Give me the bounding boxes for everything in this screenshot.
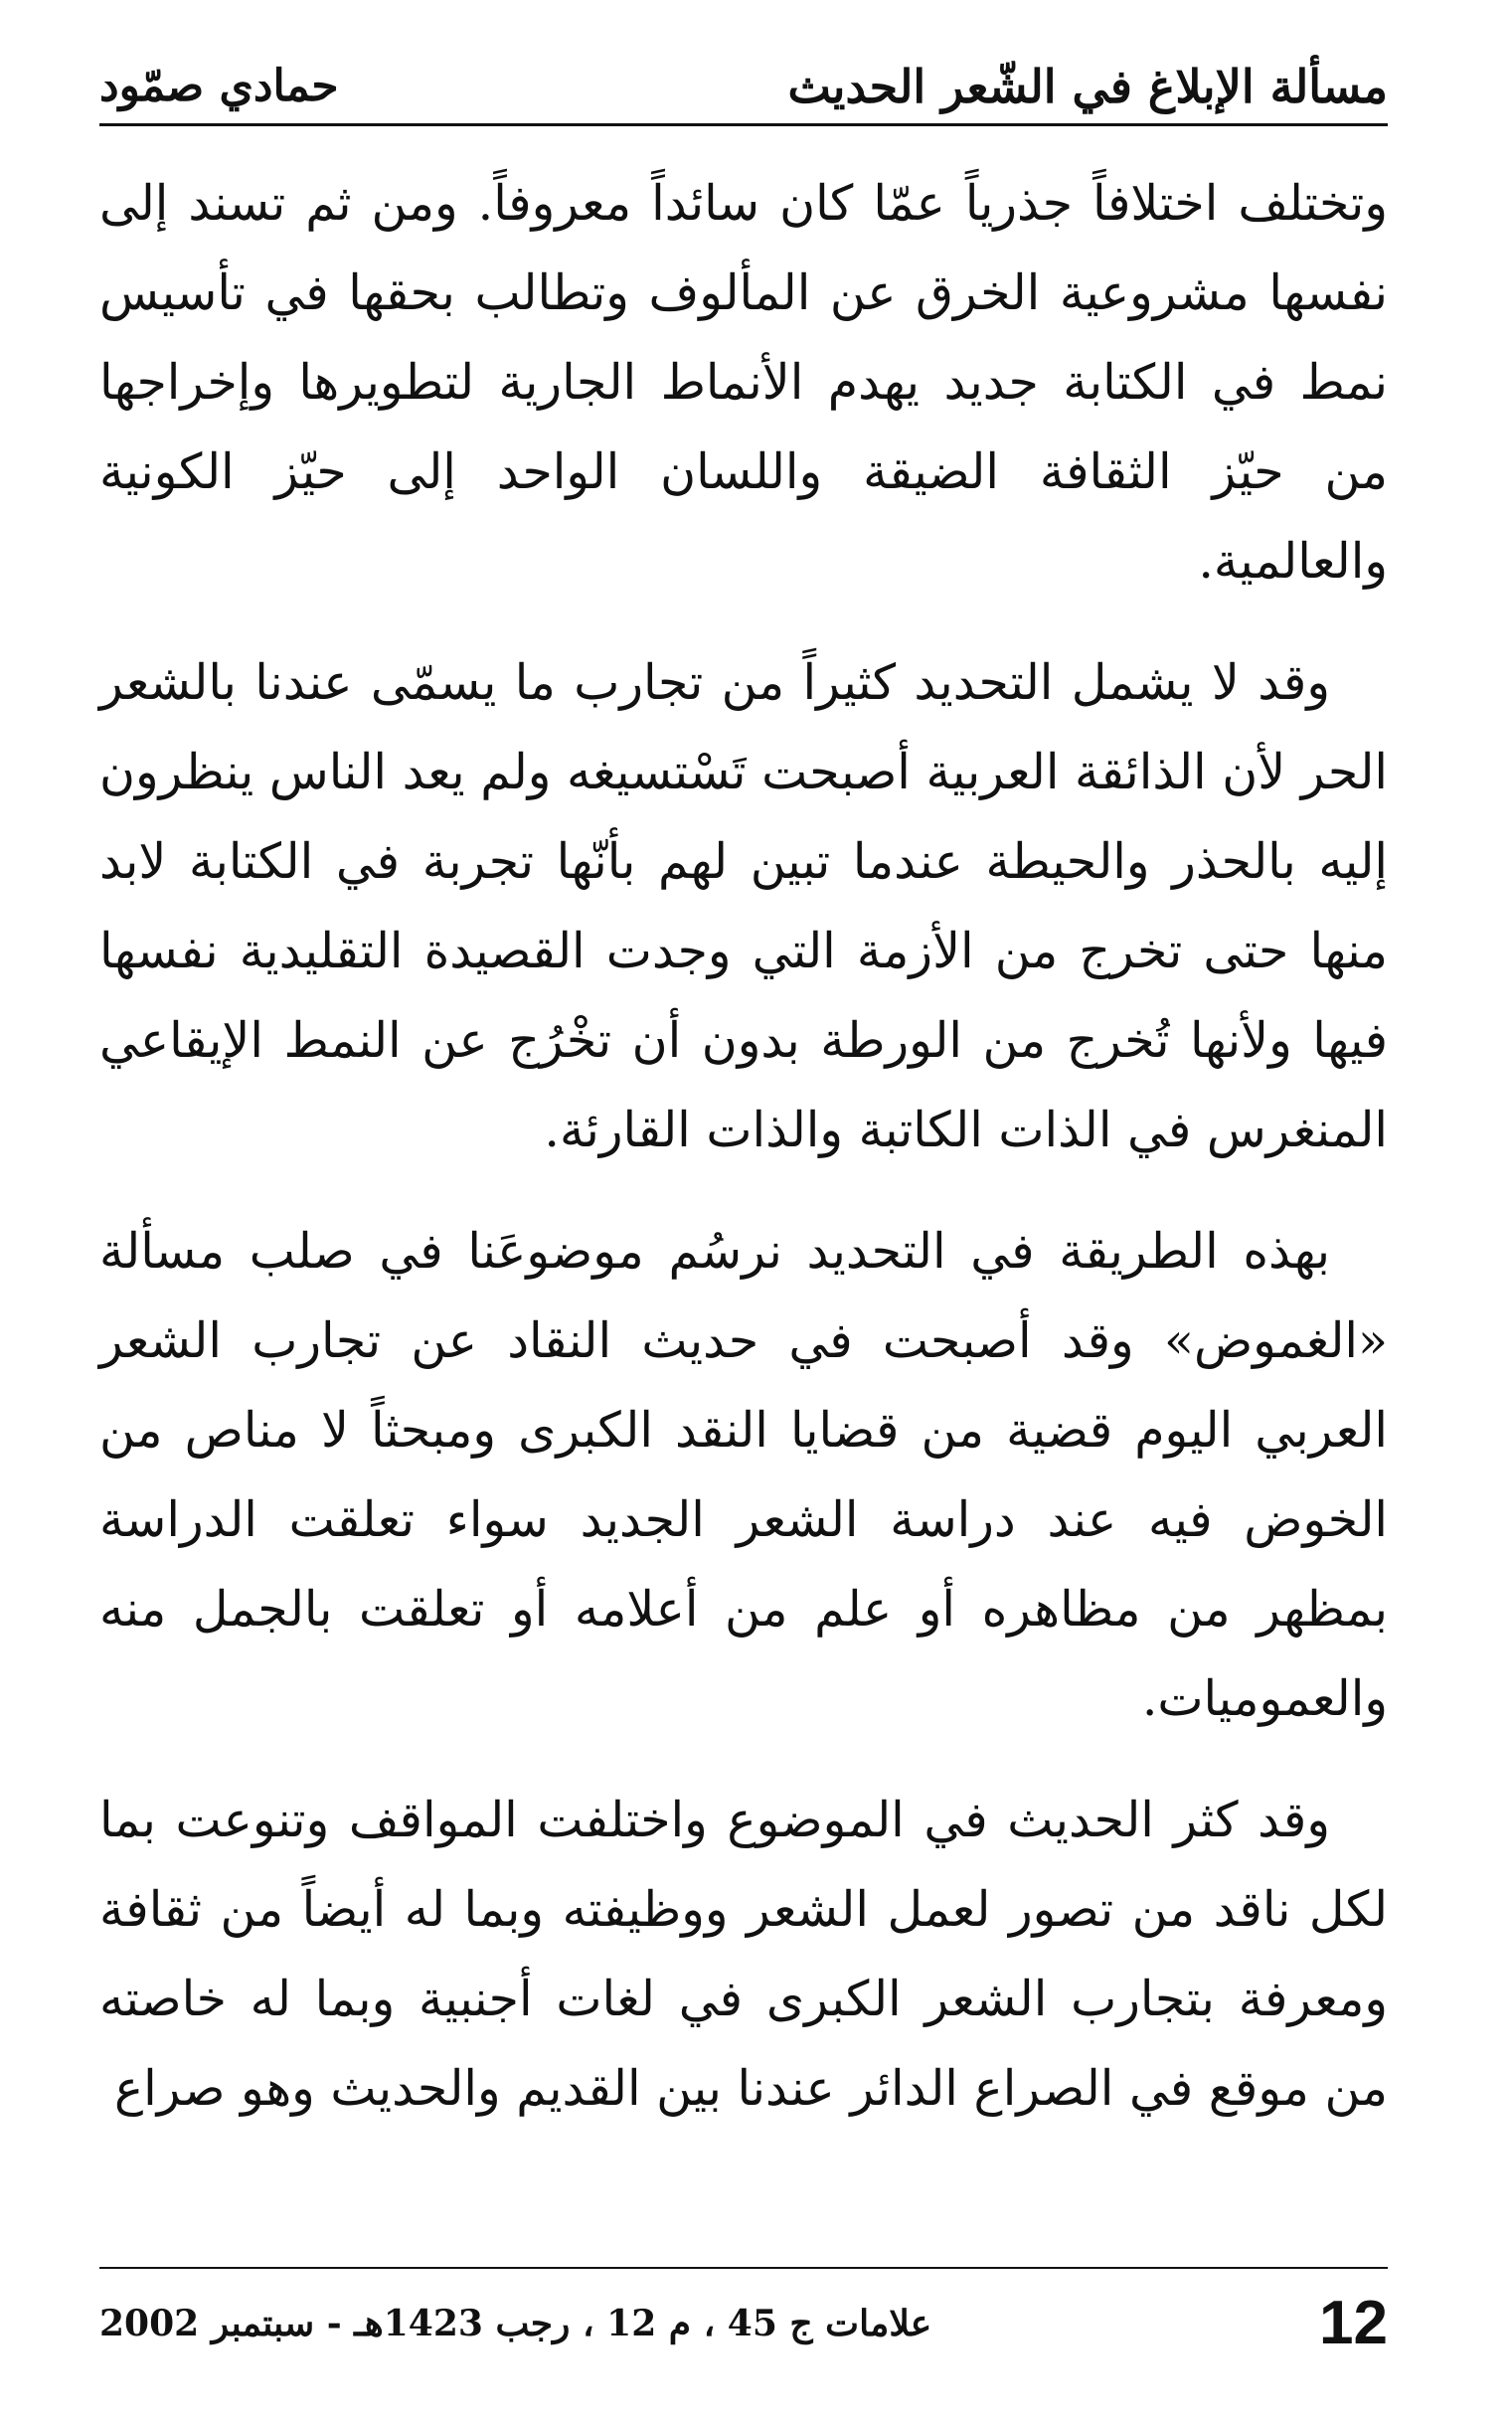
header-title: مسألة الإبلاغ في الشّعر الحديث (787, 60, 1388, 113)
paragraph-3: بهذه الطريقة في التحديد نرسُم موضوعَنا في صلب مسألة «الغموض» وقد أصبحت في حديث النقاد عن تجارب الشعر العربي اليوم قضية من قضايا النقد الكبرى ومبحثاً لا مناص من الخوض فيه عند دراسة الشعر الجديد سواء تعلقت الدراسة بمظهر من مظاهره أو علم من أعلامه أو تعلقت بالجمل منه والعموميات. (99, 1223, 1388, 1727)
header-rule (99, 123, 1388, 126)
header-author: حمادي صمّود (99, 61, 339, 111)
running-footer (99, 2279, 1388, 2368)
paragraph-1: وتختلف اختلافاً جذرياً عمّا كان سائداً معروفاً. ومن ثم تسند إلى نفسها مشروعية الخرق عن المألوف وتطالب بحقها في تأسيس نمط في الكتابة جديد يهدم الأنماط الجارية لتطويرها وإخراجها من حيّز الثقافة الضيقة واللسان الواحد إلى حيّز الكونية والعالمية. (99, 175, 1388, 590)
paragraph-4: وقد كثر الحديث في الموضوع واختلفت المواقف وتنوعت بما لكل ناقد من تصور لعمل الشعر ووظيفته وبما له أيضاً من ثقافة ومعرفة بتجارب الشعر الكبرى في لغات أجنبية وبما له خاصته من موقع في الصراع الدائر عندنا بين القديم والحديث وهو صراع (99, 1792, 1388, 2117)
running-header (99, 45, 1388, 116)
footer-rule (99, 2267, 1388, 2269)
body-text (99, 159, 1388, 2134)
issue-info: علامات ج 45 ، م 12 ، رجب 1423هـ - سبتمبر 2002 (99, 2303, 932, 2344)
page-number: 12 (1319, 2289, 1388, 2357)
paragraph-2: وقد لا يشمل التحديد كثيراً من تجارب ما يسمّى عندنا بالشعر الحر لأن الذائقة العربية أصبحت تَسْتسيغه ولم يعد الناس ينظرون إليه بالحذر والحيطة عندما تبين لهم بأنّها تجربة في الكتابة لابد منها حتى تخرج من الأزمة التي وجدت القصيدة التقليدية نفسها فيها ولأنها تُخرج من الورطة بدون أن تخْرُج عن النمط الإيقاعي المنغرس في الذات الكاتبة والذات القارئة. (99, 654, 1388, 1158)
